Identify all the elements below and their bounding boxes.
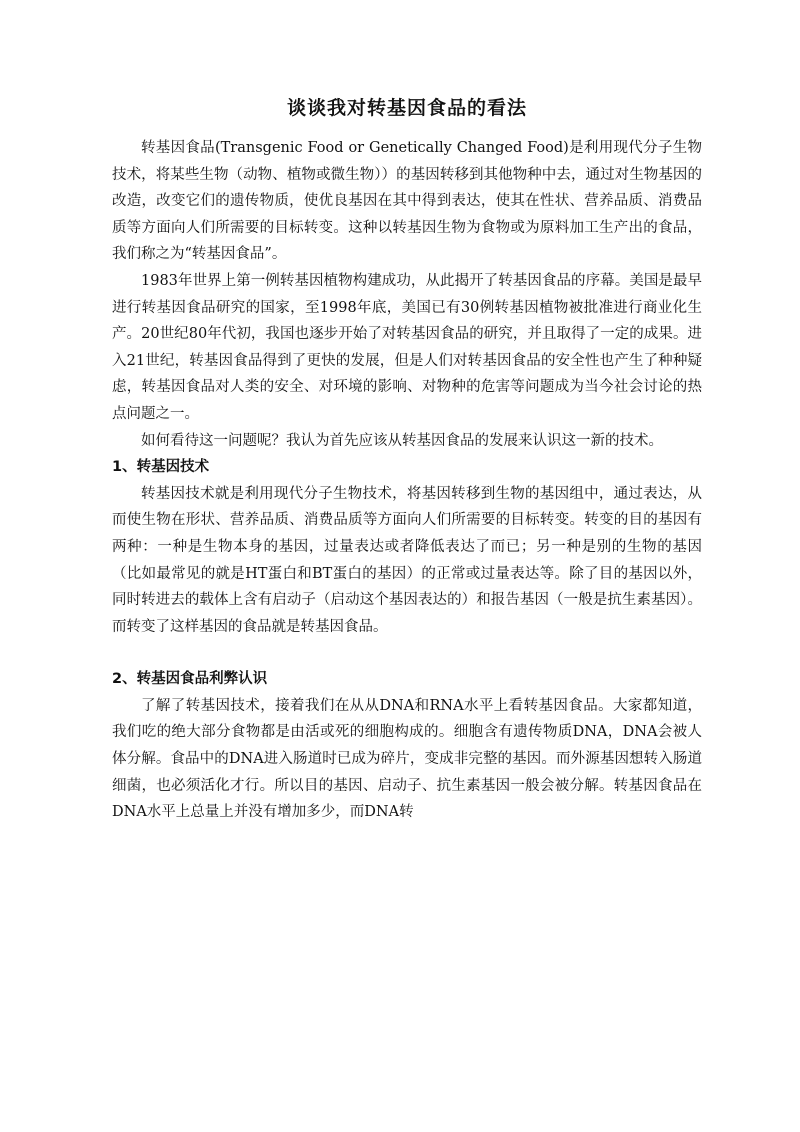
intro-paragraph-2: 1983年世界上第一例转基因植物构建成功，从此揭开了转基因食品的序幕。美国是最早进行转基因食品研究的国家，至1998年底，美国已有30例转基因植物被批准进行商业化生产。20世纪80年代初，我国也逐步开始了对转基因食品的研究，并且取得了一定的成果。进入21世纪，转基因食品得到了更快的发展，但是人们对转基因食品的安全性也产生了种种疑虑，转基因食品对人类的安全、对环境的影响、对物种的危害等问题成为当今社会讨论的热点问题之一。 [112,272,702,422]
section-spacer [112,640,702,666]
intro-paragraph-1: 转基因食品(Transgenic Food or Genetically Changed Food)是利用现代分子生物技术，将某些生物（动物、植物或微生物））的基因转移到其他物种中去，通过对生物基因的改造，改变它们的遗传物质，使优良基因在其中得到表达，使其在性状、营养品质、消费品质等方面向人们所需要的目标转变。这种以转基因生物为食物或为原料加工生产出的食品，我们称之为“转基因食品”。 [112,140,702,263]
section-2-paragraph: 了解了转基因技术，接着我们在从从DNA和RNA水平上看转基因食品。大家都知道，我们吃的绝大部分食物都是由活或死的细胞构成的。细胞含有遗传物质DNA，DNA会被人体分解。食品中的DNA进入肠道时已成为碎片，变成非完整的基因。而外源基因想转入肠道细菌，也必须活化才行。所以目的基因、启动子、抗生素基因一般会被分解。转基因食品在DNA水平上总量上并没有增加多少，而DNA转 [112,697,702,821]
section-1-heading: 1、转基因技术 [112,459,210,476]
document-body [112,93,702,826]
intro-paragraph-3: 如何看待这一问题呢？我认为首先应该从转基因食品的发展来认识这一新的技术。 [141,432,663,449]
section-2-heading: 2、转基因食品利弊认识 [112,671,268,688]
section-1-paragraph: 转基因技术就是利用现代分子生物技术，将基因转移到生物的基因组中，通过表达，从而使生物在形状、营养品质、消费品质等方面向人们所需要的目标转变。转变的目的基因有两种：一种是生物本身的基因，过量表达或者降低表达了而已；另一种是别的生物的基因（比如最常见的就是HT蛋白和BT蛋白的基因）的正常或过量表达等。除了目的基因以外，同时转进去的载体上含有启动子（启动这个基因表达的）和报告基因（一般是抗生素基因）。而转变了这样基因的食品就是转基因食品。 [112,485,702,635]
document-title: 谈谈我对转基因食品的看法 [286,97,527,119]
